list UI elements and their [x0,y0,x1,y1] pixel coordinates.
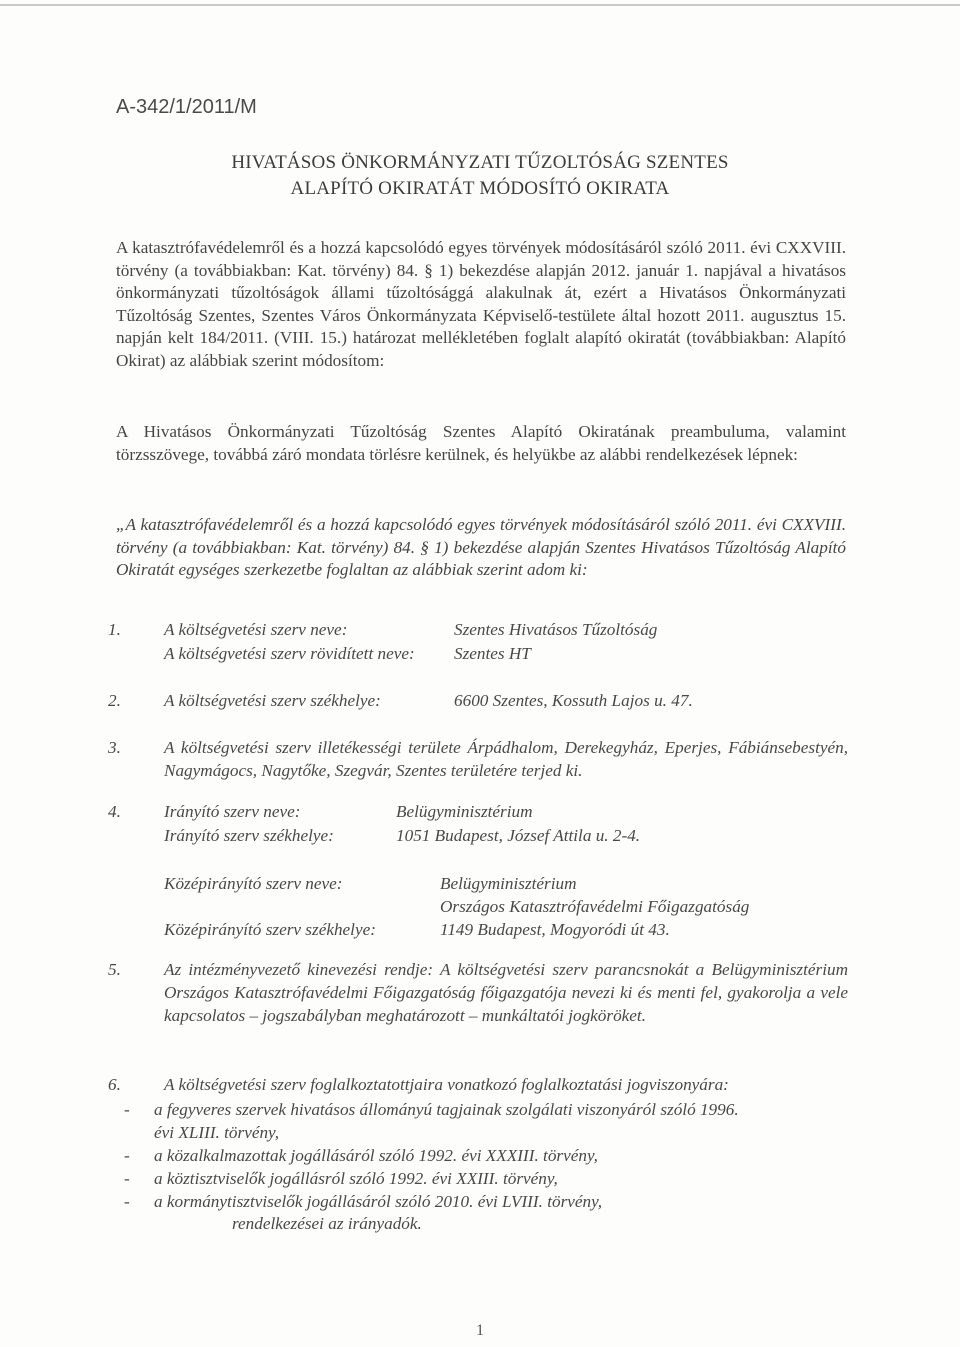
item-text: A költségvetési szerv foglalkoztatottjaira vonatkozó foglalkoztatási jogviszonyára: [164,1075,729,1094]
item-number: 4. [108,802,121,821]
document-title-line-2: ALAPÍTÓ OKIRATÁT MÓDOSÍTÓ OKIRATA [290,178,670,199]
scan-edge-line [0,4,960,6]
item-value: Belügyminisztérium [396,802,533,821]
document-reference-number: A-342/1/2011/M [116,96,257,118]
item-number: 5. [108,960,121,979]
item-value: Országos Katasztrófavédelmi Főigazgatóság [440,897,750,916]
item-value: Belügyminisztérium [440,874,577,893]
closing-line: rendelkezései az irányadók. [232,1214,422,1233]
item-label: A költségvetési szerv székhelye: [164,691,381,710]
list-item [124,1190,744,1213]
list-item [124,1167,744,1190]
bullet-dash: - [124,1192,130,1211]
item-value: Szentes HT [454,644,531,663]
item-value: 1149 Budapest, Mogyoródi út 43. [440,920,670,939]
list-item-text: a fegyveres szervek hivatásos állományú tagjainak szolgálati viszonyáról szóló 1996. évi XLIII. törvény, [154,1100,739,1142]
item-text: Az intézményvezető kinevezési rendje: A költségvetési szerv parancsnokát a Belügyminisztérium Országos Katasztrófavédelmi Főigazgatóság főigazgatója nevezi ki és menti fel, gyakorolja a vele kapcsolatos – jogszabályban meghatározott – munkáltatói jogköröket. [164,960,848,1025]
amendment-paragraph: A Hivatásos Önkormányzati Tűzoltóság Szentes Alapító Okiratának preambuluma, valamint törzsszövege, továbbá záró mondata törlésre kerülnek, és helyükbe az alábbi rendelkezések lépnek: [116,422,846,464]
item-label: A költségvetési szerv neve: [164,620,348,639]
item-value: 1051 Budapest, József Attila u. 2-4. [396,826,641,845]
list-item [124,1098,744,1144]
issuing-paragraph: „A katasztrófavédelemről és a hozzá kapcsolódó egyes törvények módosításáról szóló 2011. évi CXXVIII. törvény (a továbbiakban: Kat. törvény) 84. § 1) bekezdése alapján Szentes Hivatásos Tűzoltóság Alapító Okiratát egységes szerkezetbe foglaltan az alábbiak szerint adom ki: [116,515,846,580]
law-list [124,1098,744,1213]
bullet-dash: - [124,1100,130,1119]
bullet-dash: - [124,1169,130,1188]
item-label: Középirányító szerv neve: [164,874,343,893]
item-label: Középirányító szerv székhelye: [164,920,376,939]
list-item-text: a köztisztviselők jogállásról szóló 1992. évi XXIII. törvény, [154,1169,558,1188]
item-value: Szentes Hivatásos Tűzoltóság [454,620,658,639]
document-title-line-1: HIVATÁSOS ÖNKORMÁNYZATI TŰZOLTÓSÁG SZENTES [231,152,729,173]
bullet-dash: - [124,1146,130,1165]
item-number: 3. [108,738,121,757]
item-number: 2. [108,691,121,710]
list-item-text: a közalkalmazottak jogállásáról szóló 1992. évi XXXIII. törvény, [154,1146,598,1165]
item-number: 6. [108,1075,121,1094]
item-number: 1. [108,620,121,639]
intro-paragraph: A katasztrófavédelemről és a hozzá kapcsolódó egyes törvények módosításáról szóló 2011. évi CXXVIII. törvény (a továbbiakban: Kat. törvény) 84. § 1) bekezdése alapján 2012. január 1. napjával a hivatásos önkormányzati tűzoltóságok állami tűzoltósággá alakulnak át, ezért a Hivatásos Önkormányzati Tűzoltóság Szentes, Szentes Város Önkormányzata Képviselő-testülete által hozott 2011. augusztus 15. napján kelt 184/2011. (VIII. 15.) határozat mellékletében foglalt alapító okiratát (továbbiakban: Alapító Okirat) az alábbiak szerint módosítom: [116,238,846,370]
item-label: Irányító szerv székhelye: [164,826,334,845]
item-label: Irányító szerv neve: [164,802,301,821]
item-value: 6600 Szentes, Kossuth Lajos u. 47. [454,691,693,710]
item-label: A költségvetési szerv rövidített neve: [164,644,415,663]
list-item [124,1144,744,1167]
page-number: 1 [476,1322,484,1339]
list-item-text: a kormánytisztviselők jogállásáról szóló 2010. évi LVIII. törvény, [154,1192,603,1211]
item-text: A költségvetési szerv illetékességi területe Árpádhalom, Derekegyház, Eperjes, Fábiánsebestyén, Nagymágocs, Nagytőke, Szegvár, Szentes területére terjed ki. [164,738,848,780]
